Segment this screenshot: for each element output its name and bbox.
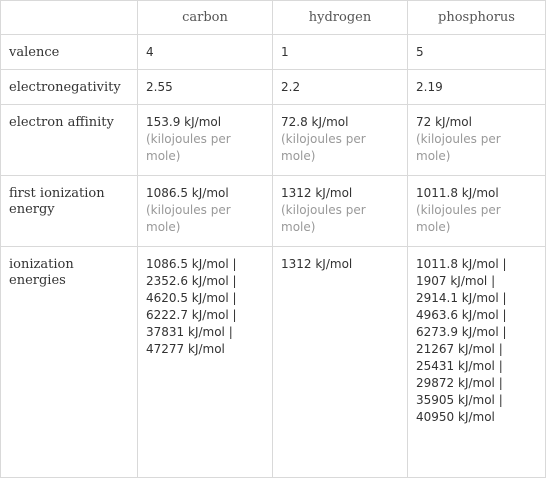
- row-label: first ionization energy: [1, 176, 138, 247]
- row-label: ionization energies: [1, 247, 138, 478]
- cell-carbon: [138, 247, 273, 478]
- cell-value: 2.55: [146, 80, 173, 94]
- cell-hydrogen: [273, 176, 408, 247]
- header-phosphorus: phosphorus: [408, 1, 546, 35]
- unit-note: (kilojoules per mole): [416, 203, 501, 234]
- cell-value: 5: [416, 45, 424, 59]
- cell-value: 2.19: [416, 80, 443, 94]
- cell-hydrogen: [273, 105, 408, 176]
- row-label: electronegativity: [1, 70, 138, 105]
- cell-phosphorus: [408, 247, 546, 478]
- table-row-electron-affinity: [1, 105, 546, 176]
- cell-value: 1011.8 kJ/mol | 1907 kJ/mol | 2914.1 kJ/mol | 4963.6 kJ/mol | 6273.9 kJ/mol | 21267 kJ/mol | 25431 kJ/mol | 29872 kJ/mol | 35905 kJ/mol | 40950 kJ/mol: [416, 257, 507, 424]
- cell-value: 1312 kJ/mol: [281, 186, 353, 200]
- row-label: valence: [1, 35, 138, 70]
- cell-value: 1086.5 kJ/mol: [146, 186, 229, 200]
- header-hydrogen: hydrogen: [273, 1, 408, 35]
- cell-phosphorus: [408, 70, 546, 105]
- cell-phosphorus: [408, 35, 546, 70]
- cell-value: 1: [281, 45, 289, 59]
- cell-phosphorus: [408, 105, 546, 176]
- cell-carbon: [138, 105, 273, 176]
- cell-value: 72.8 kJ/mol: [281, 115, 349, 129]
- unit-note: (kilojoules per mole): [146, 132, 231, 163]
- table-row-electronegativity: [1, 70, 546, 105]
- unit-note: (kilojoules per mole): [281, 132, 366, 163]
- cell-value: 4: [146, 45, 154, 59]
- unit-note: (kilojoules per mole): [146, 203, 231, 234]
- table-row-ionization-energies: [1, 247, 546, 478]
- cell-value: 153.9 kJ/mol: [146, 115, 222, 129]
- header-row: [1, 1, 546, 35]
- cell-value: 1086.5 kJ/mol | 2352.6 kJ/mol | 4620.5 kJ/mol | 6222.7 kJ/mol | 37831 kJ/mol | 47277 kJ/mol: [146, 257, 237, 356]
- header-carbon: carbon: [138, 1, 273, 35]
- table-row-valence: [1, 35, 546, 70]
- cell-hydrogen: [273, 70, 408, 105]
- cell-carbon: [138, 70, 273, 105]
- cell-value: 1011.8 kJ/mol: [416, 186, 499, 200]
- unit-note: (kilojoules per mole): [416, 132, 501, 163]
- header-corner: [1, 1, 138, 35]
- unit-note: (kilojoules per mole): [281, 203, 366, 234]
- cell-carbon: [138, 35, 273, 70]
- cell-value: 72 kJ/mol: [416, 115, 472, 129]
- cell-value: 1312 kJ/mol: [281, 257, 353, 271]
- cell-hydrogen: [273, 35, 408, 70]
- cell-carbon: [138, 176, 273, 247]
- cell-phosphorus: [408, 176, 546, 247]
- table-row-first-ionization-energy: [1, 176, 546, 247]
- cell-value: 2.2: [281, 80, 301, 94]
- cell-hydrogen: [273, 247, 408, 478]
- row-label: electron affinity: [1, 105, 138, 176]
